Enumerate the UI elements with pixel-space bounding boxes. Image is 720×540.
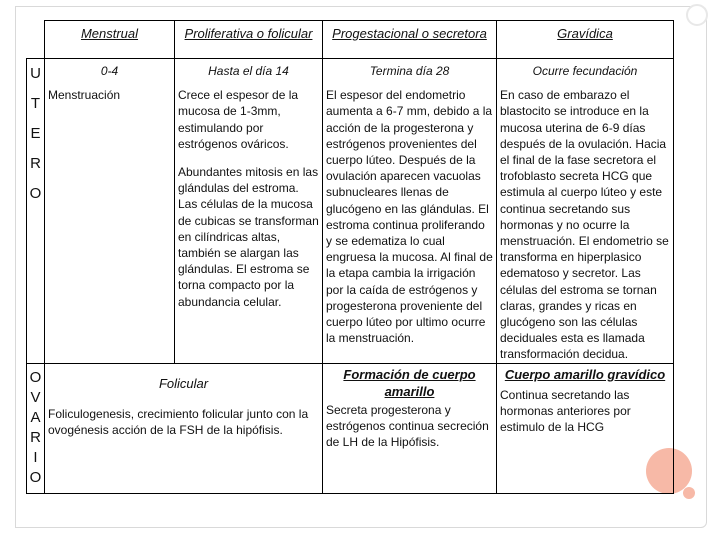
header-cuerpo-gravidico: Cuerpo amarillo gravídico — [504, 367, 666, 382]
header-progestacional: Progestacional o secretora — [323, 21, 497, 59]
header-folicular: Folicular — [158, 376, 209, 391]
decorative-circle-small — [683, 487, 695, 499]
uterus-side-label: U T E R O — [27, 59, 45, 364]
desc-gravidica: En caso de embarazo el blastocito se introduce en la mucosa uterina de 6-9 días después de la ovulación. Hacia el final de la fase secretora el trofoblasto secreta HCG que estimula al cuerpo lúteo y este continua secretando sus hormonas y no ocurre la menstruación. El endometrio se transforma en hiperplasico edematoso y secretor. Las células del estroma se tornan claras, grandes y ricas en glucógeno son las células deciduales esta es llamada transformación decidua. — [500, 88, 669, 362]
header-gravidica: Gravídica — [497, 21, 674, 59]
header-cuerpo-amarillo: Formación de cuerpo amarillo — [343, 367, 476, 399]
desc-progestacional: El espesor del endometrio aumenta a 6-7 mm, debido a la acción de la progesterona y estrógenos provenientes del cuerpo lúteo. Después de la ovulación aparecen vacuolas subnucleares llenas de glucógeno en las glándulas. El estroma continua proliferando y se edematiza lo cual engruesa la mucosa. Al final de la etapa cambia la irrigación por la caída de estrógenos y progesterona proveniente del cuerpo lúteo por ultimo ocurre la menstruación. — [326, 88, 493, 346]
desc-proliferativa-2: Abundantes mitosis en las glándulas del estroma. Las células de la mucosa de cubicas se transforman en cilíndricas altas, también se alargan las glándulas. El estroma se torna compacto por la abundancia celular. — [178, 165, 319, 309]
timing-gravidica: Ocurre fecundación — [532, 64, 638, 78]
uterus-gravidica-cell — [497, 59, 674, 364]
ovary-gravidico-cell — [497, 364, 674, 494]
desc-menstrual: Menstruación — [48, 88, 121, 103]
timing-proliferativa: Hasta el día 14 — [208, 64, 289, 78]
ovary-cuerpo-cell — [323, 364, 497, 494]
desc-cuerpo-gravidico: Continua secretando las hormonas anteriores por estimulo de la HCG — [500, 388, 631, 435]
timing-menstrual: 0-4 — [100, 64, 119, 78]
uterus-progestacional-cell — [323, 59, 497, 364]
header-menstrual: Menstrual — [45, 21, 175, 59]
desc-proliferativa-1: Crece el espesor de la mucosa de 1-3mm, estimulando por estrógenos ováricos. — [178, 88, 299, 151]
desc-cuerpo-amarillo: Secreta progesterona y estrógenos continua secreción de LH de la Hipófisis. — [326, 403, 489, 450]
uterus-menstrual-cell — [45, 59, 175, 364]
timing-progestacional: Termina día 28 — [369, 64, 450, 78]
ovary-side-label: O V A R I O — [27, 364, 45, 494]
desc-folicular: Foliculogenesis, crecimiento folicular junto con la ovogénesis acción de la FSH de la hipófisis. — [48, 407, 309, 438]
ovary-folicular-cell — [45, 364, 323, 494]
decorative-circle-top — [686, 4, 708, 26]
menstrual-cycle-table — [26, 20, 674, 494]
uterus-proliferativa-cell — [175, 59, 323, 364]
header-proliferativa: Proliferativa o folicular — [175, 21, 323, 59]
